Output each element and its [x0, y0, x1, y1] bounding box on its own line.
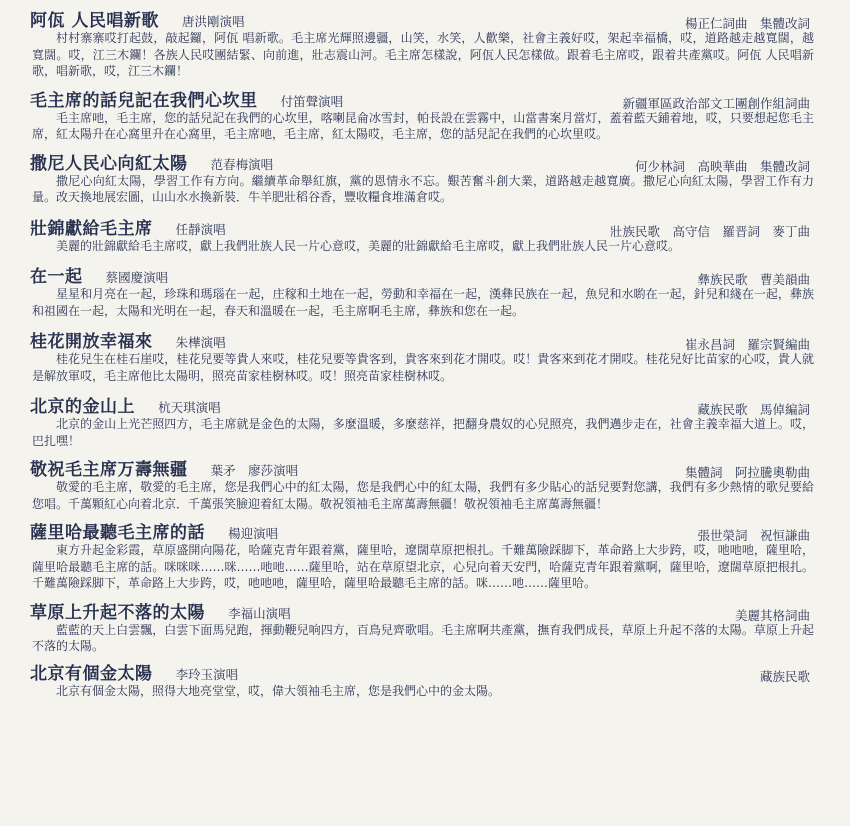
song-credit: 壯族民歌 高守信 羅晋詞 麥丁曲 — [609, 223, 810, 239]
song-title: 在一起 — [30, 267, 83, 287]
song-singer: 付笛聲演唱 — [280, 93, 344, 109]
song-entry — [30, 149, 822, 206]
song-title: 毛主席的話兒記在我們心坎里 — [30, 90, 258, 111]
song-header — [30, 598, 822, 622]
song-entry — [30, 598, 822, 655]
song-header — [30, 86, 822, 110]
song-entry — [30, 86, 822, 143]
song-credit: 張世榮詞 祝恒謙曲 — [697, 528, 810, 543]
song-entry — [30, 518, 822, 592]
song-singer: 杭天琪演唱 — [158, 400, 221, 415]
song-credit: 崔永昌詞 羅宗賢編曲 — [684, 337, 810, 352]
song-credit: 何少林詞 高映華曲 集體改詞 — [634, 158, 810, 174]
song-lyrics: 藍藍的天上白雲飄，白雲下面馬兒跑，揮動鞭兒响四方，百鳥兒齊歌唱。毛主席啊共產黨，撫育我們成長，草原上升起不落的太陽。草原上升起不落的太陽。 — [32, 622, 814, 653]
song-entry — [30, 455, 822, 512]
song-entry — [30, 659, 822, 700]
song-header — [30, 659, 822, 683]
song-singer: 任靜演唱 — [175, 221, 226, 237]
song-title: 桂花開放幸福來 — [30, 332, 153, 352]
song-singer: 葉矛 廖莎演唱 — [210, 463, 299, 478]
song-singer: 唐洪剛演唱 — [182, 14, 245, 29]
song-header — [30, 455, 822, 479]
song-entry — [30, 262, 822, 319]
song-credit: 美麗其格詞曲 — [734, 607, 810, 623]
song-title: 阿佤 人民唱新歌 — [30, 11, 159, 31]
song-singer: 李福山演唱 — [228, 605, 291, 621]
song-entry — [30, 392, 822, 449]
song-header — [30, 6, 822, 30]
song-header — [30, 214, 822, 238]
song-entry — [30, 6, 822, 80]
song-lyrics: 東方升起金彩霞，草原盛開向陽花，哈薩克青年跟着黨，薩里哈，遼闊草原把根扎。千難萬險踩脚下，革命路上大步跨，哎，吔吔吔，薩里哈，薩里哈最聽毛主席的話。咪咪咪……咪……吔吔……薩里哈，站在草原望北京，心兒向着天安門，哈薩克青年跟着黨啊，薩里哈，遼闊草原把根扎。千難萬險踩脚下，革命路上大步跨，哎，吔吔吔，薩里哈，薩里哈最聽毛主席的話。咪……吔……薩里哈。 — [32, 543, 814, 590]
song-title: 撒尼人民心向紅太陽 — [30, 153, 188, 174]
song-credit: 藏族民歌 馬倬編詞 — [697, 402, 810, 417]
song-lyrics: 桂花兒生在桂石崖哎，桂花兒要等貴人來哎，桂花兒要等貴客到，貴客來到花才開哎。哎！貴客來到花才開哎。桂花兒好比苗家的心哎，貴人就是解放軍哎，毛主席他比太陽明，照亮苗家桂樹林哎。哎！照亮苗家桂樹林哎。 — [32, 352, 814, 383]
song-lyrics: 北京有個金太陽，照得大地亮堂堂，哎，偉大領袖毛主席，您是我們心中的金太陽。 — [56, 683, 501, 698]
song-credit: 楊正仁詞曲 集體改詞 — [684, 16, 810, 31]
song-entry — [30, 214, 822, 255]
song-singer: 朱樺演唱 — [175, 335, 226, 350]
song-singer: 楊迎演唱 — [228, 526, 279, 541]
song-singer: 李玲玉演唱 — [175, 666, 239, 682]
song-header — [30, 149, 822, 173]
song-lyrics: 敬愛的毛主席，敬愛的毛主席，您是我們心中的紅太陽，您是我們心中的紅太陽，我們有多少貼心的話兒要對您講，我們有多少熱情的歌兒要給您唱。千萬顆紅心向着北京．千萬張笑臉迎着紅太陽。敬祝領袖毛主席萬壽無疆！敬祝領袖毛主席萬壽無疆！ — [32, 480, 814, 511]
song-header — [30, 518, 822, 542]
song-list — [30, 6, 822, 699]
song-lyrics: 毛主席吔，毛主席，您的話兒記在我們的心坎里，喀喇昆侖冰雪封，帕長設在雲霧中，山當書案月當灯，蓋着藍天鋪着地，哎，只要想起您毛主席，紅太陽升在心窩里升在心窩里，毛主席吔，毛主席，紅太陽哎，毛主席，您的話兒記在我們的心坎里哎。 — [32, 110, 814, 141]
song-title: 敬祝毛主席万壽無疆 — [30, 460, 188, 480]
song-title: 北京的金山上 — [30, 397, 135, 417]
song-lyrics: 村村寨寨哎打起鼓，敲起鑼，阿佤 唱新歌。毛主席光輝照邊疆，山笑，水笑，人歡樂，社會主義好哎，架起幸福橋，哎，道路越走越寬闊，越寬闊。哎，江三木鑭！各族人民哎團結緊、向前進，壯志震山河。毛主席怎樣說，阿佤人民怎樣做。跟着毛主席哎，跟着共產黨哎。阿佤 人民唱新歌，唱新歌，哎，江三木鑭！ — [32, 31, 814, 78]
song-lyrics: 撒尼心向紅太陽，學習工作有方向。繼續革命舉紅旗，黨的恩情永不忘。艱苦奮斗創大業，道路越走越寬廣。撒尼心向紅太陽，學習工作有力量。改天換地展宏圖，山山水水換新裝．牛羊肥壯稻谷香，豐收糧食堆滿倉哎。 — [32, 173, 814, 204]
song-lyrics: 北京的金山上光芒照四方，毛主席就是金色的太陽，多麼溫暖，多麼慈祥，把翻身農奴的心兒照亮，我們邁步走在，社會主義幸福大道上。哎，巴扎嘿！ — [32, 417, 814, 448]
song-credit: 集體詞 阿拉騰奧勒曲 — [684, 465, 810, 480]
song-lyrics: 美麗的壯錦獻給毛主席哎，獻上我們壯族人民一片心意哎，美麗的壯錦獻給毛主席哎，獻上我們壯族人民一片心意哎。 — [56, 238, 681, 253]
song-entry — [30, 327, 822, 384]
song-credit: 藏族民歌 — [759, 668, 810, 684]
song-lyrics: 星星和月亮在一起，珍珠和瑪瑙在一起，庄稼和土地在一起，勞動和幸福在一起，漢彝民族在一起，魚兒和水喲在一起，針兒和綫在一起，彝族和祖國在一起，太陽和光明在一起，春天和溫暖在一起，毛主席啊毛主席，彝族和您在一起。 — [32, 287, 814, 318]
song-title: 薩里哈最聽毛主席的話 — [30, 523, 205, 543]
song-header — [30, 262, 822, 286]
song-singer: 范春梅演唱 — [210, 156, 274, 172]
song-title: 北京有個金太陽 — [30, 663, 153, 684]
song-singer: 蔡國慶演唱 — [105, 270, 169, 285]
song-title: 壯錦獻給毛主席 — [30, 218, 153, 239]
song-header — [30, 392, 822, 416]
song-title: 草原上升起不落的太陽 — [30, 602, 205, 623]
song-header — [30, 327, 822, 351]
song-credit: 新疆軍區政治部文工團創作組詞曲 — [622, 95, 810, 111]
song-credit: 彝族民歌 曹美韻曲 — [697, 272, 810, 287]
